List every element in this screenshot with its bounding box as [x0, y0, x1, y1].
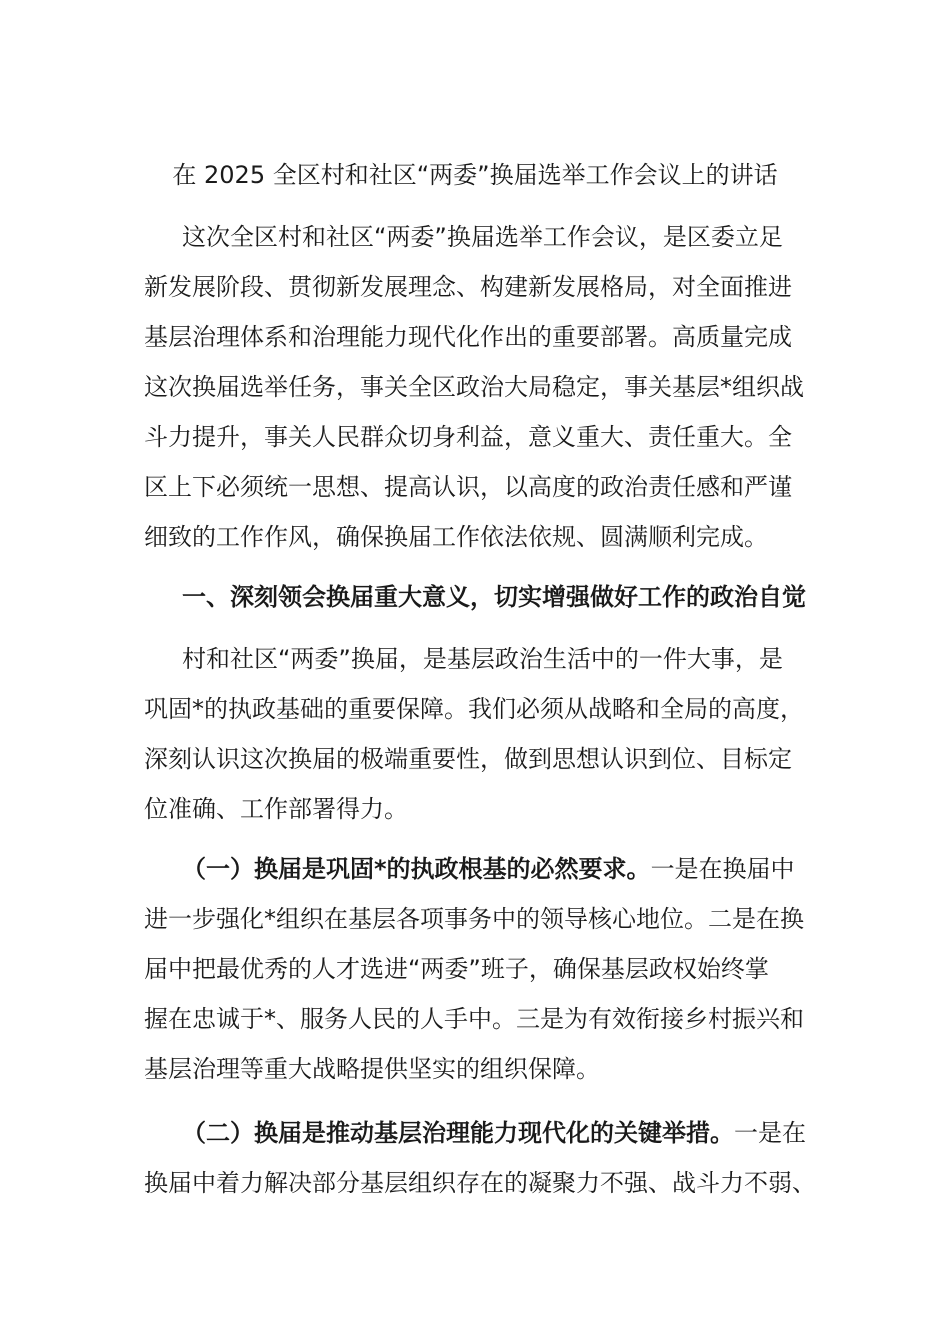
- paragraph-line: 位准确、工作部署得力。: [144, 795, 408, 823]
- paragraph-line: 深刻认识这次换届的极端重要性，做到思想认识到位、目标定: [144, 745, 792, 773]
- subsection-paragraph: [144, 1116, 824, 1216]
- paragraph-line: 届中把最优秀的人才选进“两委”班子，确保基层政权始终掌: [144, 955, 769, 983]
- section-paragraph: [144, 642, 824, 842]
- paragraph-line: 细致的工作作风，确保换届工作依法依规、圆满顺利完成。: [144, 523, 768, 551]
- subsection-heading: （一）换届是巩固*的执政根基的必然要求。: [182, 855, 651, 883]
- paragraph-line: 区上下必须统一思想、提高认识，以高度的政治责任感和严谨: [144, 473, 792, 501]
- paragraph-text: 一是在: [734, 1119, 806, 1147]
- paragraph-line: 换届中着力解决部分基层组织存在的凝聚力不强、战斗力不弱、: [144, 1169, 816, 1197]
- paragraph-line: 基层治理体系和治理能力现代化作出的重要部署。高质量完成: [144, 323, 792, 351]
- paragraph-text: 一是在换届中: [650, 855, 795, 883]
- paragraph-line: 村和社区“两委”换届，是基层政治生活中的一件大事，是: [182, 645, 783, 673]
- subsection-heading: （二）换届是推动基层治理能力现代化的关键举措。: [182, 1119, 734, 1147]
- section-heading-text: 一、深刻领会换届重大意义，切实增强做好工作的政治自觉: [182, 583, 806, 611]
- paragraph-line: [144, 1116, 824, 1166]
- section-heading: [144, 580, 824, 630]
- paragraph-line: 基层治理等重大战略提供坚实的组织保障。: [144, 1055, 600, 1083]
- paragraph-line: 巩固*的执政基础的重要保障。我们必须从战略和全局的高度，: [144, 695, 804, 723]
- paragraph-line: 进一步强化*组织在基层各项事务中的领导核心地位。二是在换: [144, 905, 804, 933]
- document-title: 在 2025 全区村和社区“两委”换届选举工作会议上的讲话: [172, 161, 778, 189]
- paragraph-line: 这次全区村和社区“两委”换届选举工作会议，是区委立足: [182, 223, 783, 251]
- paragraph-line: 新发展阶段、贯彻新发展理念、构建新发展格局，对全面推进: [144, 273, 792, 301]
- paragraph-line: 这次换届选举任务，事关全区政治大局稳定，事关基层*组织战: [144, 373, 804, 401]
- paragraph-line: 斗力提升，事关人民群众切身利益，意义重大、责任重大。全: [144, 423, 792, 451]
- subsection-paragraph: [144, 852, 824, 1102]
- paragraph-line: [144, 852, 824, 902]
- intro-paragraph: [144, 220, 824, 570]
- paragraph-line: 握在忠诚于*、服务人民的人手中。三是为有效衔接乡村振兴和: [144, 1005, 804, 1033]
